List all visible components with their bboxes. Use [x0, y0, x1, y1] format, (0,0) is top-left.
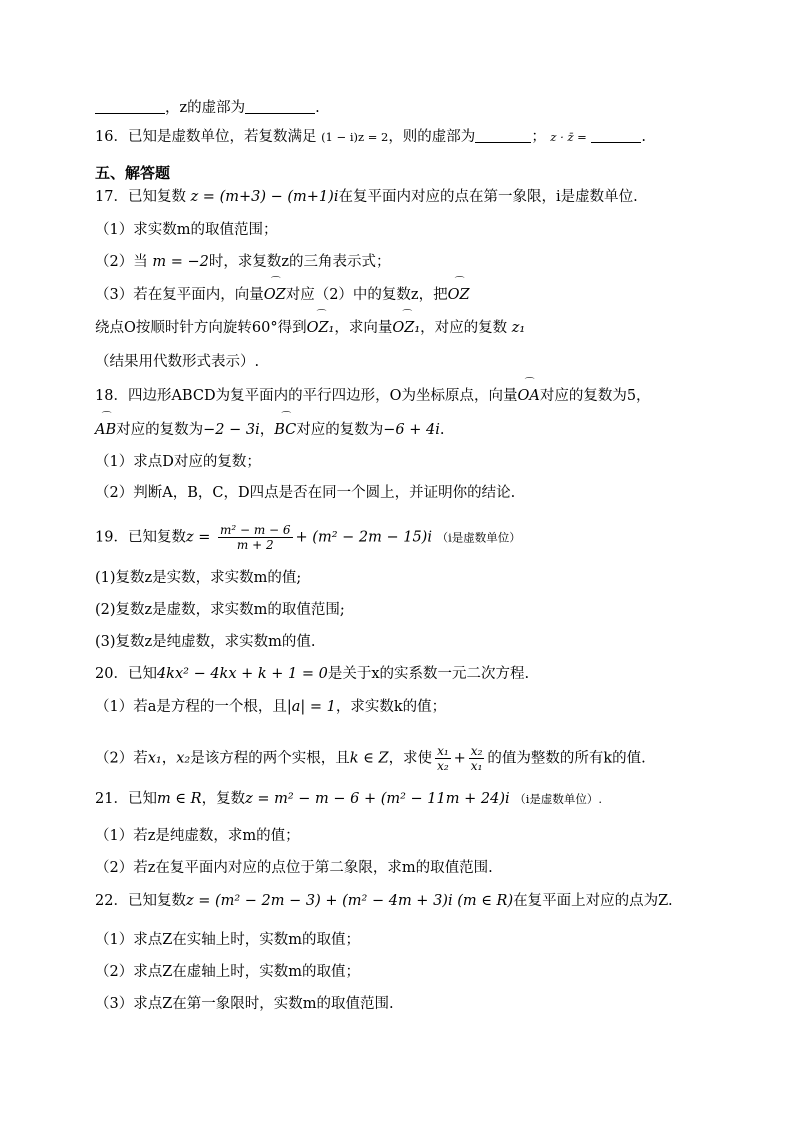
question-number: 18．: [95, 388, 128, 404]
q17-part3-text: 绕点O按顺时针方向旋转60°得到: [95, 320, 307, 336]
q17-part2-text: 时，求复数z的三角表示式；: [208, 254, 391, 270]
answer-blank[interactable]: [95, 99, 165, 114]
q19-part1: (1)复数z是实数，求实数m的值;: [95, 570, 302, 586]
question-number: 16．: [95, 129, 128, 145]
vector-bc: ⌒ BC: [274, 420, 296, 440]
q17-text: 在复平面内对应的点在第一象限，i是虚数单位.: [338, 189, 638, 205]
q17-part3-text: 对应（2）中的复数z，把: [285, 287, 448, 303]
math-expression: −6 + 4i: [383, 422, 440, 438]
q18-line2: [95, 420, 445, 440]
answer-blank[interactable]: [591, 128, 641, 143]
q17-part3-cont: [95, 318, 525, 338]
fraction: [469, 744, 485, 773]
q15-tail-text: ，z的虚部为: [165, 100, 246, 116]
math-expression: x₁: [147, 750, 162, 767]
math-expression: z · z̄ =: [550, 130, 587, 144]
q22-part1: （1）求点Z在实轴上时，实数m的取值；: [95, 932, 361, 948]
math-expression: + (m² − 2m − 15)i: [295, 529, 432, 546]
q18-line: [95, 386, 651, 406]
math-expression: m ∈ R: [156, 791, 202, 807]
fraction-numerator: x₂: [470, 744, 483, 758]
separator: ；: [531, 129, 546, 145]
q17-part2: [95, 252, 390, 272]
period: .: [439, 422, 445, 438]
q18-text: 四边形ABCD为复平面内的平行四边形，O为坐标原点，向量: [127, 388, 518, 404]
plus-sign: +: [453, 750, 466, 767]
q18-text: ，: [259, 422, 275, 438]
fraction: [218, 523, 293, 552]
math-expression: k ∈ Z: [349, 750, 389, 767]
q22-line: [95, 891, 673, 911]
q20-part1-text: （1）若a是方程的一个根，且: [95, 699, 287, 715]
q22-text: 已知复数: [127, 893, 186, 909]
question-number: 20．: [95, 666, 128, 682]
q22-text: 在复平面上对应的点为Z.: [513, 893, 673, 909]
math-expression: |a| = 1: [286, 699, 336, 715]
q16-text: ，则的虚部为: [388, 129, 476, 145]
math-expression: (1 − i)z = 2: [321, 130, 389, 144]
section-title: 五、解答题: [95, 164, 171, 182]
question-number: 19．: [95, 529, 128, 546]
q19-part3: (3)复数z是纯虚数，求实数m的值.: [95, 634, 316, 650]
q19-note: （i是虚数单位）: [436, 530, 521, 545]
math-expression: z = (m+3) − (m+1)i: [190, 189, 339, 205]
q20-text: 已知: [127, 666, 157, 682]
math-expression: m = −2: [152, 254, 209, 270]
q18-part2: （2）判断A，B，C，D四点是否在同一个圆上，并证明你的结论.: [95, 485, 516, 501]
q16-line: [95, 127, 646, 147]
math-expression: z = (m² − 2m − 3) + (m² − 4m + 3)i (m ∈ R): [185, 893, 514, 909]
vector-oz: ⌒ OZ: [448, 285, 470, 305]
math-expression: −2 − 3i: [203, 422, 260, 438]
q17-part3-text: ，对应的复数: [420, 320, 508, 336]
q21-text: 已知: [127, 791, 157, 807]
fraction-denominator: x₂: [437, 759, 449, 773]
period: .: [641, 129, 647, 145]
q20-part1: [95, 697, 446, 717]
question-number: 22．: [95, 893, 128, 909]
q16-text: 已知是虚数单位，若复数满足: [127, 129, 317, 145]
q17-line: [95, 187, 638, 207]
math-expression: x₂: [176, 750, 191, 767]
math-expression: 4kx² − 4kx + k + 1 = 0: [156, 666, 328, 682]
period: .: [315, 100, 320, 116]
q21-line: [95, 789, 602, 809]
q21-part1: （1）若z是纯虚数，求m的值；: [95, 828, 300, 844]
math-expression: z = m² − m − 6 + (m² − 11m + 24)i: [245, 791, 510, 807]
fraction-denominator: x₁: [470, 759, 483, 773]
answer-blank[interactable]: [245, 99, 315, 114]
q15-tail-line: [95, 98, 320, 118]
q20-part1-text: ，求实数k的值；: [335, 699, 447, 715]
question-number: 17．: [95, 189, 128, 205]
fraction-numerator: x₁: [437, 744, 449, 758]
q20-part2-text: 是该方程的两个实根，且: [190, 750, 350, 767]
q17-part3: [95, 285, 470, 305]
answer-blank[interactable]: [475, 128, 531, 143]
question-number: 21．: [95, 791, 128, 807]
q20-part2-text: （2）若: [95, 750, 148, 767]
separator: ，: [161, 750, 177, 767]
q20-text: 是关于x的实系数一元二次方程.: [327, 666, 530, 682]
q19-text: 已知复数: [127, 529, 186, 546]
fraction-numerator: m² − m − 6: [219, 523, 291, 537]
q21-text: ，复数: [201, 791, 246, 807]
q18-text: 对应的复数为: [296, 422, 384, 438]
q21-note: （i是虚数单位）.: [514, 792, 603, 806]
q20-part2-text: 的值为整数的所有k的值.: [487, 750, 646, 767]
q17-part3-text: ，求向量: [334, 320, 393, 336]
math-expression: z =: [185, 529, 211, 546]
math-expression: z₁: [511, 320, 526, 336]
q18-text: 对应的复数为: [116, 422, 204, 438]
q22-part2: （2）求点Z在虚轴上时，实数m的取值；: [95, 964, 361, 980]
q22-part3: （3）求点Z在第一象限时，实数m的取值范围.: [95, 996, 394, 1012]
q19-line: [95, 523, 521, 552]
q18-part1: （1）求点D对应的复数；: [95, 454, 261, 470]
q17-part3-text: （3）若在复平面内，向量: [95, 287, 264, 303]
vector-oz1: ⌒ OZ₁: [307, 318, 335, 338]
q17-part3-note: （结果用代数形式表示）.: [95, 354, 260, 370]
q17-part1: （1）求实数m的取值范围；: [95, 222, 278, 238]
vector-oa: ⌒ OA: [517, 386, 539, 406]
q19-part2: (2)复数z是虚数，求实数m的取值范围;: [95, 602, 345, 618]
q20-part2-text: ，求使: [388, 750, 433, 767]
q18-text: 对应的复数为5，: [539, 388, 651, 404]
q17-part2-text: （2）当: [95, 254, 148, 270]
vector-oz: ⌒ OZ: [264, 285, 286, 305]
q17-text: 已知复数: [127, 189, 186, 205]
vector-oz1: ⌒ OZ₁: [392, 318, 420, 338]
vector-ab: ⌒ AB: [95, 420, 116, 440]
q21-part2: （2）若z在复平面内对应的点位于第二象限，求m的取值范围.: [95, 860, 493, 876]
fraction: [435, 744, 451, 773]
q20-line: [95, 664, 529, 684]
fraction-denominator: m + 2: [236, 538, 274, 552]
q20-part2: [95, 744, 646, 773]
